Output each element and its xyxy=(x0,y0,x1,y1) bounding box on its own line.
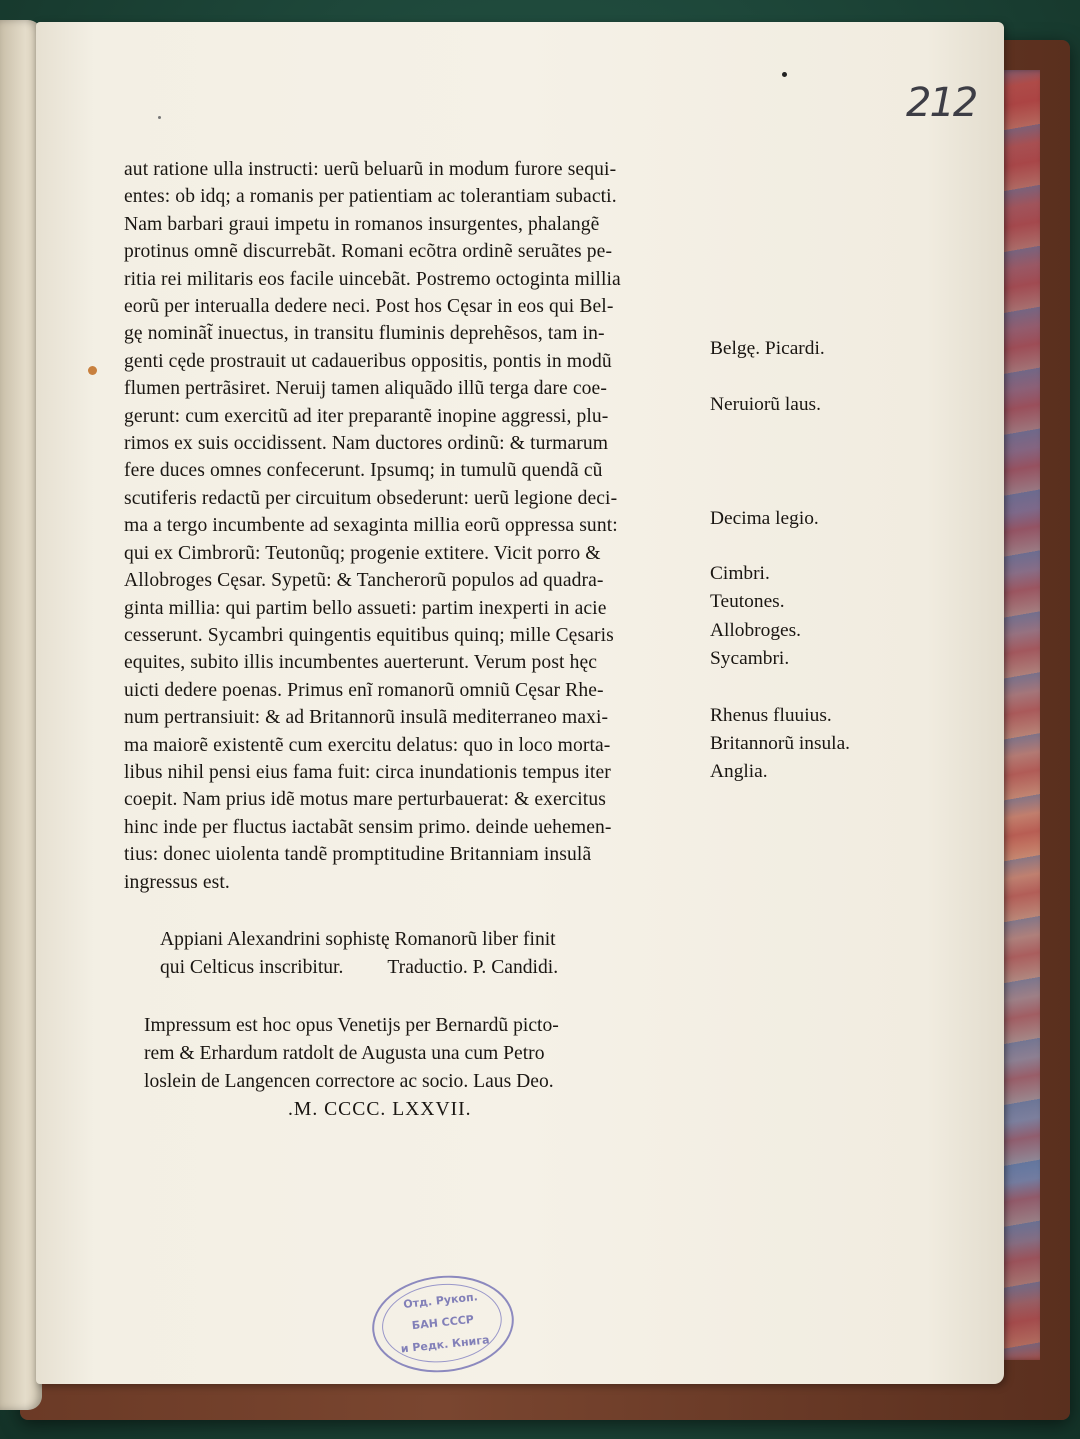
marginal-note-anglia: Anglia. xyxy=(710,761,768,782)
text-line: qui ex Cimbrorũ: Teutonũq; progenie extitere. Vicit porro & xyxy=(124,542,601,564)
stamp-line: и Редк. Книга xyxy=(400,1333,491,1356)
marbled-edge xyxy=(1000,70,1040,1360)
text-line: ritia rei militaris eos facile uincebãt. Postremo octoginta millia xyxy=(124,268,621,290)
text-line: ingressus est. xyxy=(124,871,230,893)
marginal-note-neruii: Neruiorũ laus. xyxy=(710,394,821,415)
text-line: ma a tergo incumbente ad sexaginta millia eorũ oppressa sunt: xyxy=(124,515,618,537)
text-line: flumen pertrãsiret. Neruij tamen aliquãdo illũ terga dare coe- xyxy=(124,378,607,400)
text-line: gę nominãt̃ inuectus, in transitu fluminis deprehẽsos, tam in- xyxy=(124,323,605,345)
text-line: Allobroges Cęsar. Sypetũ: & Tancherorũ populos ad quadra- xyxy=(124,570,604,592)
colophon-block xyxy=(144,1012,559,1124)
text-line: ginta millia: qui partim bello assueti: partim inexperti in acie xyxy=(124,597,607,619)
marginal-note-belgae: Belgę. Picardi. xyxy=(710,338,825,359)
explicit-title-part: qui Celticus inscribitur. xyxy=(160,957,344,978)
text-line: num pertransiuit: & ad Britannorũ insulã mediterraneo maxi- xyxy=(124,707,609,729)
text-line: protinus omnẽ discurrebãt. Romani ecõtra ordinẽ seruãtes pe- xyxy=(124,241,613,263)
text-line: tius: donec uiolenta tandẽ promptitudine Britanniam insulã xyxy=(124,844,592,866)
text-line: cesserunt. Sycambri quingentis equitibus quinq; mille Cęsaris xyxy=(124,624,614,646)
marginal-note-teutones: Teutones. xyxy=(710,591,785,612)
text-line: rimos ex suis occidissent. Nam ductores ordinũ: & turmarum xyxy=(124,433,609,455)
marginal-note-cimbri: Cimbri. xyxy=(710,563,770,584)
colophon-line: Impressum est hoc opus Venetijs per Bernardũ picto- xyxy=(144,1015,559,1036)
marginal-note-decima: Decima legio. xyxy=(710,508,819,529)
explicit-translator: Traductio. P. Candidi. xyxy=(387,957,559,978)
text-line: gerunt: cum exercitũ ad iter preparantẽ inopine aggressi, plu- xyxy=(124,405,609,427)
explicit-line: Appiani Alexandrini sophistę Romanorũ liber finit xyxy=(160,929,556,950)
colophon-line: rem & Erhardum ratdolt de Augusta una cum Petro xyxy=(144,1043,545,1064)
marginal-note-allobroges: Allobroges. xyxy=(710,620,802,641)
marginal-note-sycambri: Sycambri. xyxy=(710,648,790,669)
main-text-column xyxy=(124,156,694,896)
text-line: libus nihil pensi eius fama fuit: circa inundationis tempus iter xyxy=(124,761,611,783)
text-line: ma maiorẽ existentẽ cum exercitu delatus: quo in loco morta- xyxy=(124,734,611,756)
stamp-line: Отд. Рукоп. xyxy=(402,1290,479,1311)
text-line: genti cęde prostrauit ut cadaueribus oppositis, pontis in modũ xyxy=(124,350,612,372)
explicit-line xyxy=(160,954,558,982)
text-line: coepit. Nam prius idẽ motus mare perturbauerat: & exercitus xyxy=(124,789,606,811)
text-line: entes: ob idq; a romanis per patientiam ac tolerantiam subacti. xyxy=(124,186,617,208)
foxing-spot xyxy=(88,366,97,375)
text-line: scutiferis redactũ per circuitum obsederunt: uerũ legione deci- xyxy=(124,487,618,509)
colophon-line: loslein de Langencen correctore ac socio. Laus Deo. xyxy=(144,1071,554,1092)
ink-speck xyxy=(782,72,787,77)
text-line: hinc inde per fluctus iactabãt sensim primo. deinde uehemen- xyxy=(124,816,612,838)
explicit-block xyxy=(160,926,558,982)
text-line: equites, subito illis incumbentes auerterunt. Verum post hęc xyxy=(124,652,598,674)
marginal-note-britannorum: Britannorũ insula. xyxy=(710,733,851,754)
ink-speck xyxy=(158,116,161,119)
colophon-date: .M. CCCC. LXXVII. xyxy=(288,1099,472,1120)
folio-number: 212 xyxy=(906,80,977,126)
text-line: eorũ per interualla dedere neci. Post hos Cęsar in eos qui Bel- xyxy=(124,296,614,318)
marginal-note-rhenus: Rhenus fluuius. xyxy=(710,705,832,726)
text-line: uicti dedere poenas. Primus enĩ romanorũ omniũ Cęsar Rhe- xyxy=(124,679,604,701)
text-line: fere duces omnes confecerunt. Ipsumq; in tumulũ quendã cũ xyxy=(124,460,603,482)
text-line: aut ratione ulla instructi: uerũ beluarũ in modum furore sequi- xyxy=(124,159,617,180)
stamp-line: БАН СССР xyxy=(411,1312,475,1333)
text-line: Nam barbari graui impetu in romanos insurgentes, phalangẽ xyxy=(124,213,600,235)
